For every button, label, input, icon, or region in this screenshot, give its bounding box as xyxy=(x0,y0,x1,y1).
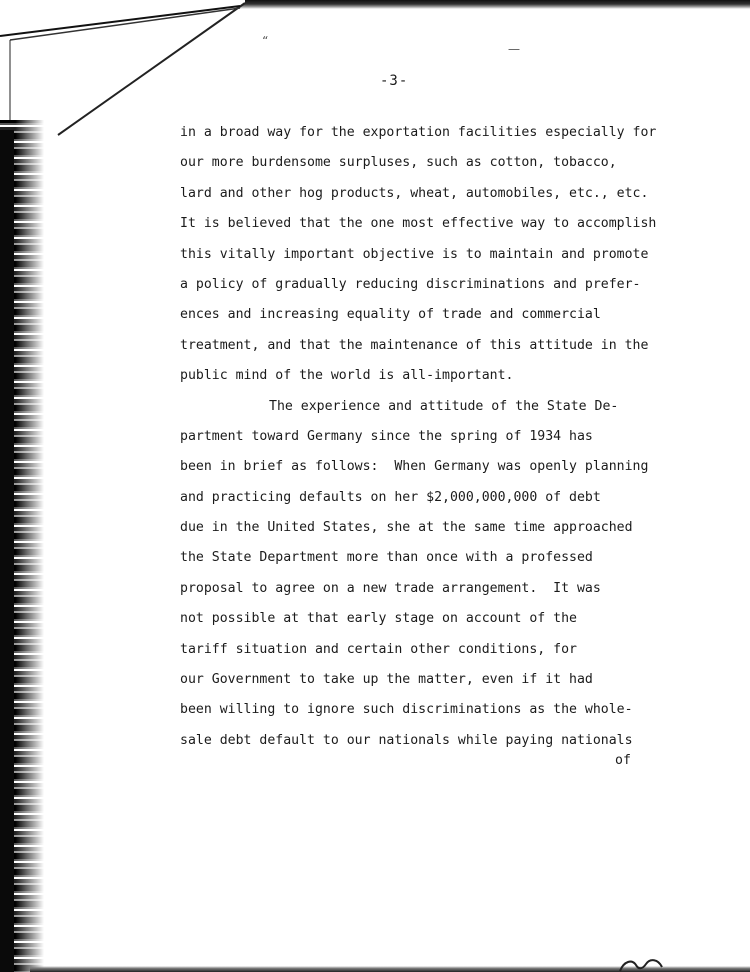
catchword: of xyxy=(615,753,631,768)
text-line: ences and increasing equality of trade and commercial xyxy=(180,307,601,323)
text-line: been in brief as follows: When Germany was openly planning xyxy=(180,459,649,475)
scan-top-edge xyxy=(240,0,750,9)
text-line: due in the United States, she at the same time approached xyxy=(180,520,633,536)
text-line: this vitally important objective is to maintain and promote xyxy=(180,246,649,262)
text-line: in a broad way for the exportation facilities especially for xyxy=(180,125,657,140)
scan-left-shadow xyxy=(0,130,14,972)
paragraph-start-line: The experience and attitude of the State De- xyxy=(269,398,619,414)
text-line: a policy of gradually reducing discriminations and prefer- xyxy=(180,276,641,292)
body-text xyxy=(180,118,725,756)
text-line: treatment, and that the maintenance of this attitude in the xyxy=(180,337,649,353)
text-line: the State Department more than once with a professed xyxy=(180,550,593,566)
handwritten-mark xyxy=(618,955,666,972)
text-line: lard and other hog products, wheat, automobiles, etc., etc. xyxy=(180,185,649,201)
stray-mark-2: — xyxy=(508,42,520,56)
text-line: not possible at that early stage on account of the xyxy=(180,611,577,627)
stray-mark-1: “ xyxy=(262,34,269,48)
text-line: partment toward Germany since the spring of 1934 has xyxy=(180,428,593,444)
text-line: proposal to agree on a new trade arrangement. It was xyxy=(180,580,601,596)
page-number: -3- xyxy=(380,73,409,89)
text-line: our Government to take up the matter, even if it had xyxy=(180,672,593,688)
text-line: been willing to ignore such discriminations as the whole- xyxy=(180,702,633,718)
text-line: sale debt default to our nationals while paying nationals xyxy=(180,732,633,748)
text-line: our more burdensome surpluses, such as cotton, tobacco, xyxy=(180,155,617,171)
text-line: and practicing defaults on her $2,000,000,000 of debt xyxy=(180,489,601,505)
text-line: public mind of the world is all-important. xyxy=(180,368,514,384)
text-line: It is believed that the one most effective way to accomplish xyxy=(180,216,657,232)
text-line: tariff situation and certain other conditions, for xyxy=(180,641,577,657)
